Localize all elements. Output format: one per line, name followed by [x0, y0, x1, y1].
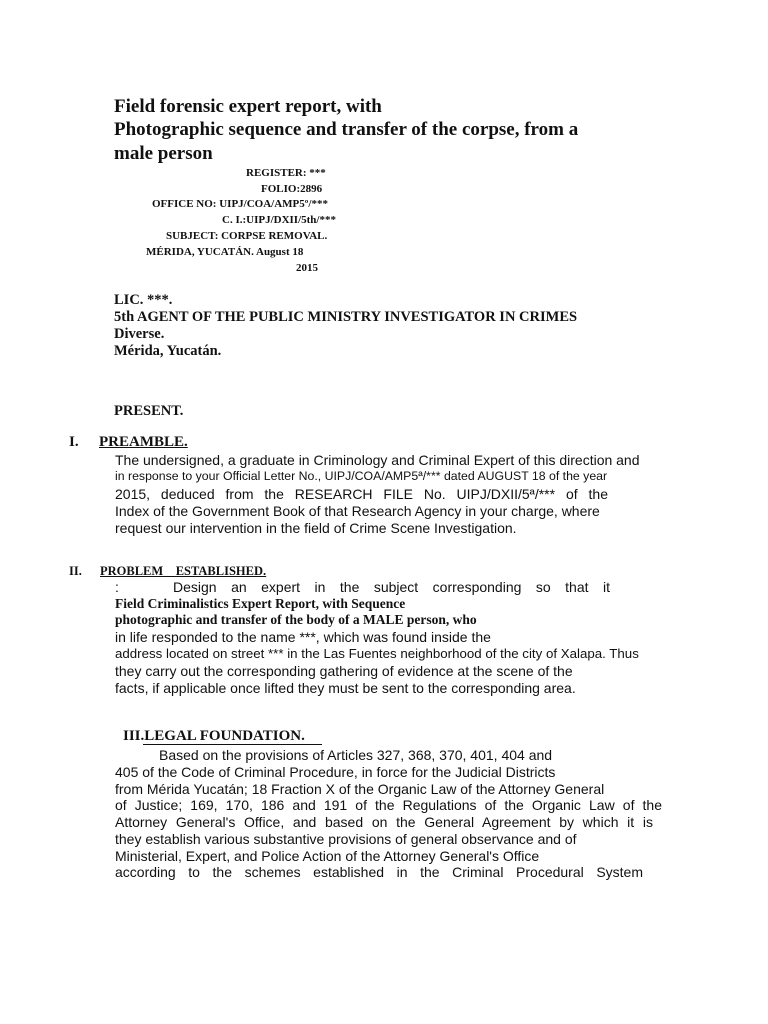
preamble-line-4: Index of the Government Book of that Research Agency in your charge, where [115, 503, 600, 519]
register-label: REGISTER: *** [246, 167, 326, 179]
section-1-numeral: I. [69, 434, 79, 450]
legal-line-1: Based on the provisions of Articles 327, 368, 370, 401, 404 and [159, 747, 553, 763]
title-line-1: Field forensic expert report, with [114, 96, 382, 117]
problem-line-5: facts, if applicable once lifted they must be sent to the corresponding area. [115, 680, 576, 696]
addressee-name: LIC. ***. [114, 292, 173, 308]
addressee-position: 5th AGENT OF THE PUBLIC MINISTRY INVESTIGATOR IN CRIMES [114, 309, 578, 325]
date-year: 2015 [296, 262, 318, 274]
section-2-heading: PROBLEM ESTABLISHED. [100, 564, 267, 578]
problem-bold-line-2: photographic and transfer of the body of a MALE person, who [115, 612, 477, 627]
legal-line-5: Attorney General's Office, and based on the General Agreement by which it is [115, 814, 653, 830]
legal-line-8: according to the schemes established in the Criminal Procedural System [115, 864, 643, 880]
office-number: OFFICE NO: UIPJ/COA/AMP5º/*** [152, 198, 328, 210]
section-3-heading: III.LEGAL FOUNDATION. [123, 728, 305, 744]
present-label: PRESENT. [114, 403, 184, 419]
legal-line-6: they establish various substantive provisions of general observance and of [115, 831, 577, 847]
problem-line-3: address located on street *** in the Las Fuentes neighborhood of the city of Xalapa. Thus [115, 646, 639, 661]
legal-line-7: Ministerial, Expert, and Police Action of the Attorney General's Office [115, 848, 540, 864]
preamble-line-1: The undersigned, a graduate in Criminology and Criminal Expert of this direction and [115, 452, 640, 468]
preamble-line-3: 2015, deduced from the RESEARCH FILE No. UIPJ/DXII/5ª/*** of the [115, 486, 608, 502]
problem-line-4: they carry out the corresponding gathering of evidence at the scene of the [115, 663, 573, 679]
legal-line-2: 405 of the Code of Criminal Procedure, in force for the Judicial Districts [115, 764, 556, 780]
legal-line-4: of Justice; 169, 170, 186 and 191 of the Regulations of the Organic Law of the [115, 797, 662, 813]
problem-bold-line-1: Field Criminalistics Expert Report, with Sequence [115, 596, 406, 611]
title-line-3: male person [114, 143, 213, 164]
preamble-line-5: request our intervention in the field of Crime Scene Investigation. [115, 520, 517, 536]
problem-line-2: in life responded to the name ***, which was found inside the [115, 629, 491, 645]
problem-colon: : [115, 579, 119, 595]
section-3-underline [143, 744, 322, 745]
subject-label: SUBJECT: CORPSE REMOVAL. [166, 230, 328, 242]
folio-label: FOLIO:2896 [261, 183, 323, 195]
ci-number: C. I.:UIPJ/DXII/5th/*** [222, 214, 336, 226]
addressee-city: Mérida, Yucatán. [114, 343, 222, 359]
section-1-heading: PREAMBLE. [99, 434, 188, 450]
preamble-line-2: in response to your Official Letter No., UIPJ/COA/AMP5ª/*** dated AUGUST 18 of the year [115, 469, 608, 483]
legal-line-3: from Mérida Yucatán; 18 Fraction X of the Organic Law of the Attorney General [115, 781, 605, 797]
addressee-diverse: Diverse. [114, 326, 165, 342]
place-date: MÉRIDA, YUCATÁN. August 18 [146, 246, 304, 258]
problem-line-1: Design an expert in the subject corresponding so that it [173, 579, 610, 595]
section-2-numeral: II. [69, 564, 82, 578]
title-line-2: Photographic sequence and transfer of the corpse, from a [114, 119, 579, 140]
